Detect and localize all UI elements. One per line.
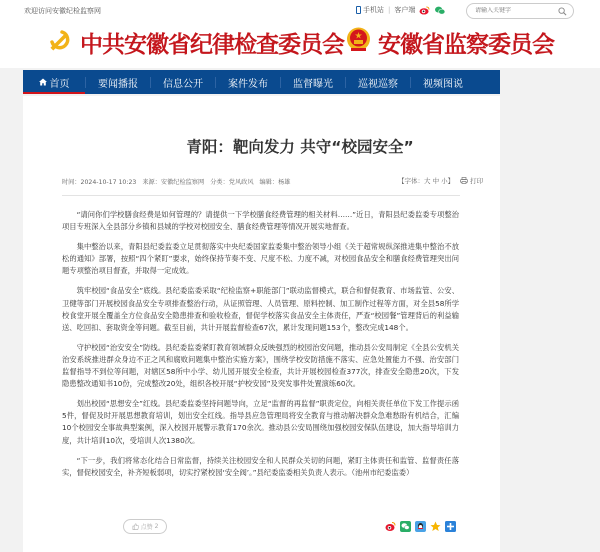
nav-item-news[interactable] [86,70,150,94]
party-emblem-icon [48,27,74,53]
font-medium-button[interactable]: 中 [432,177,440,185]
meta-divider [62,195,460,196]
article-body [62,209,459,487]
nav-item-exposure[interactable] [281,70,345,94]
client-link[interactable]: 客户端 [394,6,416,14]
search-input[interactable] [475,7,555,14]
cpc-commission-title: 中共安徽省纪律检查委员会 [80,31,344,58]
national-emblem-icon [345,26,372,53]
share-bar [385,521,456,532]
nav-label: 信息公开 [163,78,203,90]
top-bar [0,0,600,22]
like-label: 点赞 [140,524,153,531]
article-title: 青阳：靶向发力 共守“校园安全” [186,138,414,156]
font-size-close: 】 [447,177,455,185]
home-icon [39,78,47,86]
paragraph: 划出校园“思想安全”红线。县纪委监委坚持问题导向，立足“监督的再监督”职责定位，向相关责任单位下发工作提示函5件，督促及时开展思想教育培训，划出安全红线。指导县应急管理局将安全教育与推动解决群众急难愁盼有机结合，汇编10个校园安全事故典型案例，深入校园开展警示教育170余次。推动县公安局围绕加强校园安保队伍建设，加大指导培训力度，共计培训10次，受培训人次1380次。 [62,399,459,445]
nav-item-cases[interactable] [216,70,280,94]
mobile-site-label: 手机站 [363,6,384,14]
paragraph: 集中整治以来，青阳县纪委监委立足贯彻落实中央纪委国家监委集中整治领导小组《关于超常规纵深推进集中整治不放松的通知》部署，按照“四个紧盯”要求，始终保持节奏不变、尺度不松、力度不减，对校园食品安全和膳食经费管理突出问题专项整治项目督查，并取得一定成效。 [62,242,459,276]
article-category: 分类：党风政风 [210,179,254,186]
nav-label: 监督曝光 [293,78,333,90]
qzone-icon[interactable] [430,521,441,532]
paragraph: “下一步，我们将常态化结合日常监督，持续关注校园安全和人民群众关切的问题，紧盯主体责任和监管、监督责任落实，督促校园安全，补齐短板弱项，切实拧紧校园‘安全阀’。”县纪委监委相关负责人表示。（池州市纪委监委） [62,455,459,477]
font-size-label: 【字体： [398,177,424,185]
like-button[interactable] [123,519,167,534]
nav-label: 案件发布 [228,78,268,90]
print-button[interactable] [460,176,483,185]
font-small-button[interactable]: 小 [441,177,448,185]
weibo-icon[interactable] [385,521,396,532]
paragraph: “请问你们学校膳食经费是如何管理的？请提供一下学校膳食经费管理的相关材料……”近日，青阳县纪委监委专项整治项目专班深入全县部分乡镇和县城的学校对校园安全、膳食经费管理等情况开展实地督查。 [62,210,459,232]
search-box[interactable] [466,3,574,19]
paragraph: 筑牢校园“食品安全”底线。县纪委监委采取“纪检监察+职能部门”联动监督模式，联合和督促教育、市场监管、公安、卫健等部门开展校园食品安全专项排查整治行动，从证照管理、人员管理、原料控制、加工制作过程等方面，对全县58所学校食堂开展全覆盖全方位食品安全隐患排查和验收检查，督促学校落实食品安全主体责任，严查“校园餐”管理背后的利益输送、吃回扣、套取资金等问题。截至目前，共计开展监督检查67次，累计发现问题153个，整改完成148个。 [62,286,459,332]
qq-icon[interactable] [415,521,426,532]
separator: | [388,6,391,14]
nav-label: 要闻播报 [98,78,138,90]
supervision-commission-title: 安徽省监察委员会 [378,31,554,58]
paragraph: 守护校园“治安安全”防线。县纪委监委紧盯教育领域群众反映强烈的校园治安问题，推动县公安局制定《全县公安机关治安系统推进群众身边不正之风和腐败问题集中整治实施方案》，围绕学校安防措施不落实、应急处置能力不强、治安部门监督指导不到位等问题，对辖区58所中小学、幼儿园开展安全检查，共计开展校园检查377次，排查安全隐患20次，下发隐患整改通知书10份，完成整改20处，组织各校开展“护校安园”及突发事件处置演练60次。 [62,342,459,389]
print-label: 打印 [470,177,484,185]
like-count: 2 [154,523,159,530]
thumbs-up-icon [132,523,139,530]
wechat-icon[interactable] [400,521,411,532]
more-share-icon[interactable] [445,521,456,532]
nav-item-disclosure[interactable] [151,70,215,94]
printer-icon [460,177,468,184]
nav-item-inspection[interactable] [346,70,410,94]
welcome-text: 欢迎访问安徽纪检监察网 [24,7,101,15]
article-editor: 编辑：杨雄 [259,179,291,186]
nav-label: 首页 [49,78,70,90]
site-header [0,22,600,68]
font-size-control [398,176,454,185]
top-links [356,5,446,15]
article-source: 来源：安徽纪检监察网 [142,179,205,186]
article-tools [398,176,483,185]
main-nav [23,70,500,94]
nav-label: 视频图说 [423,78,463,90]
publish-time: 时间：2024-10-17 10:23 [62,179,137,186]
weibo-icon[interactable] [419,6,430,15]
mobile-site-link[interactable] [356,5,384,15]
nav-label: 巡视巡察 [358,78,398,90]
search-icon[interactable] [558,7,567,16]
wechat-icon[interactable] [434,6,446,15]
phone-icon [356,6,361,14]
nav-item-home[interactable] [23,70,85,94]
nav-item-video[interactable] [411,70,475,94]
font-large-button[interactable]: 大 [424,177,431,185]
